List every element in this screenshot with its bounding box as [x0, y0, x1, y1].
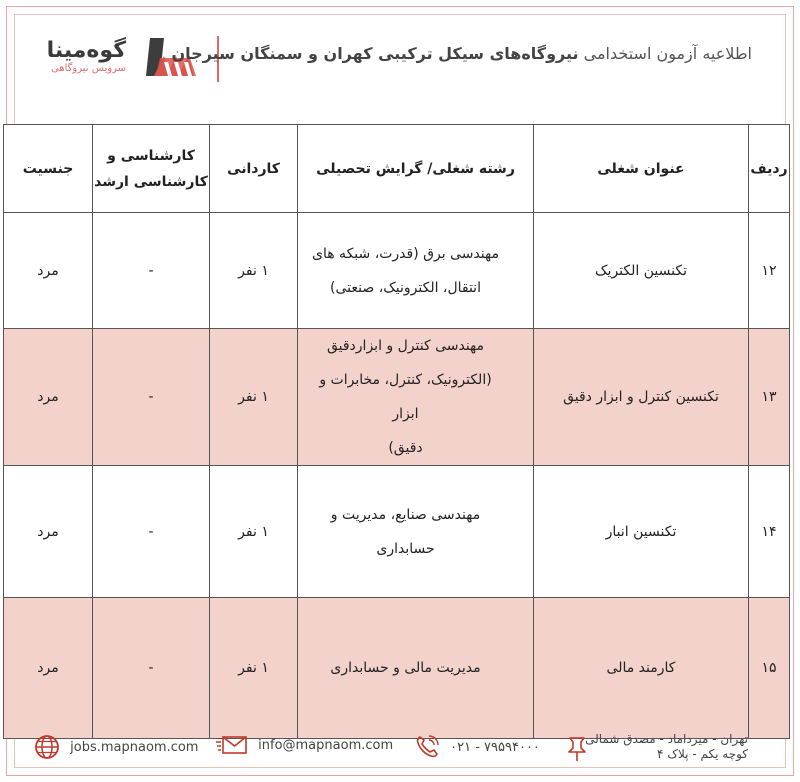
field-line: مهندسی صنایع، مدیریت و — [330, 506, 481, 523]
associate-count: ۱ نفر — [210, 213, 298, 329]
address-line2: کوچه یکم - پلاک ۴ — [657, 747, 748, 761]
header-bachelor-line2: کارشناسی ارشد — [94, 173, 208, 190]
bachelor-count: - — [93, 598, 210, 739]
job-title: کارمند مالی — [534, 598, 749, 739]
table-row — [4, 598, 790, 739]
phone-icon — [414, 734, 440, 760]
footer-email[interactable] — [216, 734, 393, 764]
row-number: ۱۴ — [749, 466, 790, 598]
jobs-table — [3, 124, 790, 739]
bachelor-count: - — [93, 329, 210, 466]
row-number: ۱۲ — [749, 213, 790, 329]
globe-icon — [34, 734, 60, 760]
gender: مرد — [4, 213, 93, 329]
footer-address — [566, 734, 776, 764]
field-line: مدیریت مالی و حسابداری — [330, 660, 481, 676]
associate-count: ۱ نفر — [210, 329, 298, 466]
page-title — [171, 44, 752, 63]
field-line: انتقال، الکترونیک، صنعتی) — [330, 279, 481, 296]
footer — [20, 726, 780, 770]
header — [0, 0, 800, 120]
associate-count: ۱ نفر — [210, 466, 298, 598]
gender: مرد — [4, 466, 93, 598]
row-number: ۱۵ — [749, 598, 790, 739]
field-of-study — [298, 598, 534, 739]
header-field-of-study: رشته شغلی/ گرایش تحصیلی — [298, 125, 534, 213]
job-title: تکنسین الکتریک — [534, 213, 749, 329]
field-line: مهندسی برق (قدرت، شبکه های — [312, 245, 499, 262]
associate-count: ۱ نفر — [210, 598, 298, 739]
field-of-study — [298, 466, 534, 598]
gender: مرد — [4, 598, 93, 739]
bachelor-count: - — [93, 213, 210, 329]
footer-website[interactable] — [34, 734, 198, 764]
field-of-study — [298, 329, 534, 466]
logo-sub-text: سرویس نیروگاهی — [51, 63, 126, 74]
field-of-study — [298, 213, 534, 329]
website-text: jobs.mapnaom.com — [70, 739, 199, 755]
address-line1: تهران - میرداماد - مصدق شمالی — [585, 732, 748, 746]
row-number: ۱۳ — [749, 329, 790, 466]
field-line: (الکترونیک، کنترل، مخابرات و ابزار — [319, 372, 492, 422]
footer-phone[interactable] — [414, 734, 540, 764]
title-prefix: اطلاعیه آزمون استخدامی — [583, 44, 752, 63]
field-line: دقیق) — [388, 440, 423, 456]
bachelor-count: - — [93, 466, 210, 598]
field-line: حسابداری — [376, 540, 435, 557]
field-line: مهندسی کنترل و ابزاردقیق — [326, 338, 485, 354]
logo-main-text: گوه‌مینا — [46, 38, 126, 63]
job-title: تکنسین کنترل و ابزار دقیق — [534, 329, 749, 466]
header-job-title: عنوان شغلی — [534, 125, 749, 213]
title-bold: نیروگاه‌های سیکل ترکیبی کهران و سمنگان سیرجان — [171, 44, 579, 63]
header-associate-degree: کاردانی — [210, 125, 298, 213]
header-bachelor-master — [93, 125, 210, 213]
table-row — [4, 466, 790, 598]
header-row-number: ردیف — [749, 125, 790, 213]
logo-text — [34, 40, 126, 76]
phone-text: ۰۲۱ - ۷۹۵۹۴۰۰۰ — [450, 739, 540, 755]
table-row — [4, 213, 790, 329]
gender: مرد — [4, 329, 93, 466]
table-header-row — [4, 125, 790, 213]
job-title: تکنسین انبار — [534, 466, 749, 598]
email-text: info@mapnaom.com — [258, 737, 394, 753]
header-gender: جنسیت — [4, 125, 93, 213]
address-text — [585, 732, 748, 762]
header-bachelor-line1: کارشناسی و — [107, 147, 195, 164]
envelope-icon — [216, 734, 248, 756]
table-row — [4, 329, 790, 466]
